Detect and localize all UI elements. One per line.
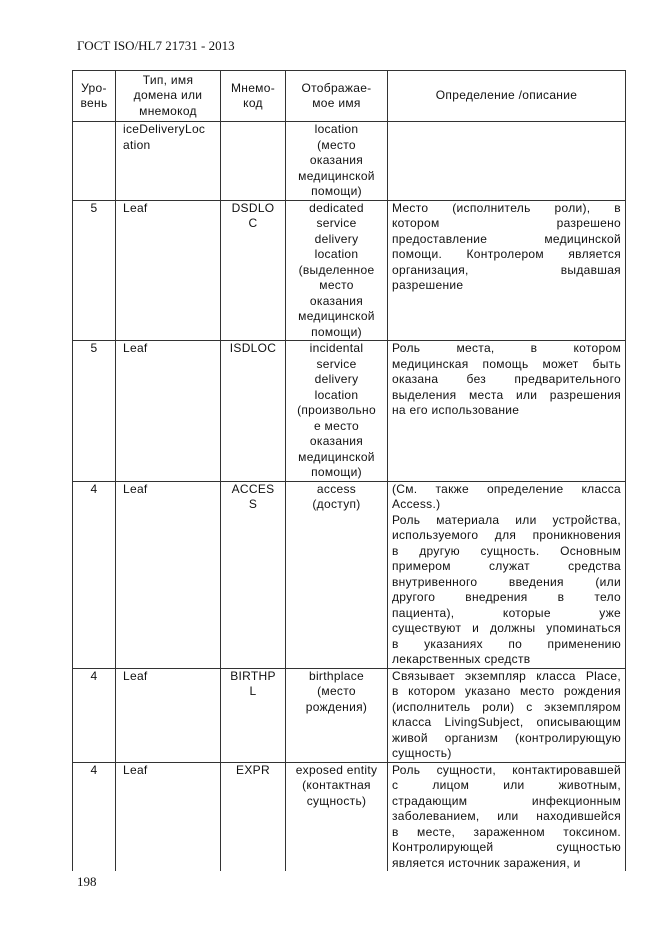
cell-text-line: существуют и должны упоминаться (392, 621, 621, 635)
cell-text-line: EXPR (236, 762, 270, 777)
cell-text-line: ISDLOC (229, 341, 277, 355)
cell-text-line: (место (317, 684, 356, 698)
cell-description (388, 200, 626, 341)
cell-text-line: dedicated (309, 200, 364, 215)
cell-text-line: C (248, 216, 258, 230)
cell-description (388, 668, 626, 762)
cell-text-line: разрешение (392, 278, 464, 292)
cell-text-line: BIRTHP (230, 668, 276, 683)
column-header-type (116, 71, 221, 122)
cell-text-line: оказана без предварительного (392, 372, 621, 386)
code-table (72, 70, 626, 871)
cell-text-line: сущность) (392, 746, 452, 760)
cell-description (388, 762, 626, 871)
cell-text-line: в месте, зараженном токсином. (392, 824, 621, 839)
cell-text-line: страдающим инфекционным (392, 793, 621, 808)
cell-text-line: организация, выдавшая (392, 262, 621, 277)
cell-text-line: пациента), которые уже (392, 605, 621, 620)
cell-display (286, 341, 388, 482)
cell-text-line: (выделенное (298, 262, 375, 277)
table-header-row (73, 71, 626, 122)
cell-type (116, 341, 221, 482)
cell-text-line: delivery (314, 372, 359, 386)
table-row (73, 122, 626, 201)
cell-text-line: location (314, 387, 359, 402)
cell-text-line: Роль места, в котором (392, 341, 621, 355)
cell-text-line: location (314, 247, 359, 261)
cell-text-line: оказания (309, 293, 364, 308)
cell-text-line: Leaf (123, 762, 148, 777)
cell-text-line: примером служат средства (392, 559, 621, 573)
cell-code (221, 341, 286, 482)
column-header-line: Определение /описание (435, 88, 578, 103)
cell-text-line: (исполнитель роли) с экземпляром (392, 699, 621, 714)
cell-type (116, 762, 221, 871)
cell-text-line: (контактная (302, 778, 371, 792)
cell-text-line: заболеванием, или находившейся (392, 809, 621, 823)
cell-text-line: Контролирующей сущностью (392, 840, 621, 854)
cell-text-line: используемого для проникновения (392, 528, 621, 542)
cell-level (73, 122, 116, 201)
cell-text-line: exposed entity (295, 762, 378, 777)
cell-display (286, 762, 388, 871)
column-header-line: мнемокод (139, 103, 197, 118)
cell-text-line: рождения) (305, 699, 368, 714)
cell-text-line: 5 (90, 341, 98, 355)
column-header-code (221, 71, 286, 122)
cell-text-line: Роль сущности, контактировавшей (392, 762, 621, 777)
column-header-line: вень (80, 96, 108, 110)
cell-text-line: ation (123, 137, 151, 152)
cell-text-line: другого внедрения в тело (392, 590, 621, 604)
cell-text-line: Leaf (123, 200, 148, 215)
cell-text-line: iceDeliveryLoc (123, 122, 206, 136)
cell-text-line: медицинской (298, 168, 375, 183)
cell-text-line: location (314, 122, 359, 136)
cell-description (388, 481, 626, 668)
cell-text-line: S (248, 497, 258, 511)
cell-text-line: Access.) (392, 497, 441, 511)
cell-text-line: выделения места или разрешения (392, 387, 621, 402)
cell-text-line: медицинской (298, 449, 375, 464)
cell-text-line: помощи) (311, 324, 362, 339)
cell-description (388, 341, 626, 482)
cell-text-line: service (316, 356, 357, 371)
cell-text-line: 4 (90, 668, 98, 683)
cell-text-line: является источник заражения, и (392, 855, 581, 870)
cell-text-line: 5 (90, 200, 98, 215)
cell-text-line: с лицом или животным, (392, 778, 621, 792)
cell-text-line: оказания (309, 434, 364, 448)
cell-type (116, 481, 221, 668)
cell-text-line: живой организм (контролирующую (392, 730, 621, 745)
cell-text-line: incidental (309, 341, 364, 355)
cell-code (221, 668, 286, 762)
cell-code (221, 122, 286, 201)
table-row (73, 200, 626, 341)
cell-code (221, 762, 286, 871)
table-row (73, 762, 626, 871)
cell-text-line: L (249, 684, 257, 698)
cell-text-line: 4 (90, 762, 98, 777)
cell-text-line: access (316, 481, 357, 496)
page-number: 198 (77, 874, 97, 889)
cell-text-line: в другую сущность. Основным (392, 543, 621, 558)
cell-text-line: в указаниях по применению (392, 636, 621, 651)
cell-type (116, 200, 221, 341)
cell-text-line: место (319, 278, 354, 292)
cell-text-line: service (316, 216, 357, 230)
cell-description (388, 122, 626, 201)
cell-text-line: на его использование (392, 403, 520, 417)
cell-text-line: Роль материала или устройства, (392, 512, 621, 527)
cell-text-line: (См. также определение класса (392, 481, 621, 496)
cell-type (116, 122, 221, 201)
cell-text-line: Место (исполнитель роли), в (392, 200, 621, 215)
column-header-description (388, 71, 626, 122)
cell-text-line: в котором указано место рождения (392, 684, 621, 698)
column-header-line: Отображае- (301, 80, 372, 95)
cell-display (286, 668, 388, 762)
cell-text-line: Leaf (123, 341, 148, 355)
document-header: ГОСТ ISO/HL7 21731 - 2013 (77, 38, 235, 53)
cell-text-line: медицинской (298, 309, 375, 323)
cell-text-line: Leaf (123, 481, 148, 496)
cell-text-line: е место (313, 418, 360, 433)
cell-text-line: (место (317, 137, 356, 152)
cell-text-line: 4 (90, 481, 98, 496)
cell-level (73, 341, 116, 482)
table-row (73, 481, 626, 668)
cell-text-line: котором разрешено (392, 216, 621, 230)
cell-level (73, 762, 116, 871)
column-header-line: домена или (133, 88, 203, 103)
column-header-level (73, 71, 116, 122)
cell-text-line: оказания (309, 153, 364, 167)
column-header-line: мое имя (312, 96, 361, 110)
cell-text-line: внутривенного введения (или (392, 574, 621, 589)
cell-display (286, 122, 388, 201)
column-header-line: код (243, 96, 263, 110)
cell-level (73, 481, 116, 668)
cell-text-line: помощи) (311, 184, 362, 198)
column-header-line: Уро- (81, 80, 107, 95)
cell-text-line: класса LivingSubject, описывающим (392, 715, 621, 729)
cell-text-line: birthplace (308, 668, 365, 683)
cell-text-line: медицинская помощь может быть (392, 356, 621, 371)
cell-display (286, 481, 388, 668)
cell-text-line: помощи) (311, 465, 362, 479)
cell-text-line: ACCES (231, 481, 275, 496)
cell-text-line: Leaf (123, 668, 148, 683)
column-header-display (286, 71, 388, 122)
cell-display (286, 200, 388, 341)
cell-text-line: сущность) (306, 793, 367, 808)
cell-type (116, 668, 221, 762)
cell-text-line: лекарственных средств (392, 652, 531, 666)
cell-level (73, 668, 116, 762)
cell-text-line: (произвольно (297, 403, 376, 417)
cell-text-line: (доступ) (312, 497, 361, 511)
cell-level (73, 200, 116, 341)
cell-code (221, 200, 286, 341)
table-row (73, 341, 626, 482)
cell-text-line: Связывает экземпляр класса Place, (392, 668, 621, 683)
table-row (73, 668, 626, 762)
cell-text-line: помощи. Контролером является (392, 247, 621, 261)
cell-code (221, 481, 286, 668)
cell-text-line: DSDLO (231, 200, 275, 215)
column-header-line: Тип, имя (142, 72, 194, 87)
cell-text-line: delivery (314, 231, 359, 246)
cell-text-line: предоставление медицинской (392, 231, 621, 246)
column-header-line: Мнемо- (230, 80, 276, 95)
